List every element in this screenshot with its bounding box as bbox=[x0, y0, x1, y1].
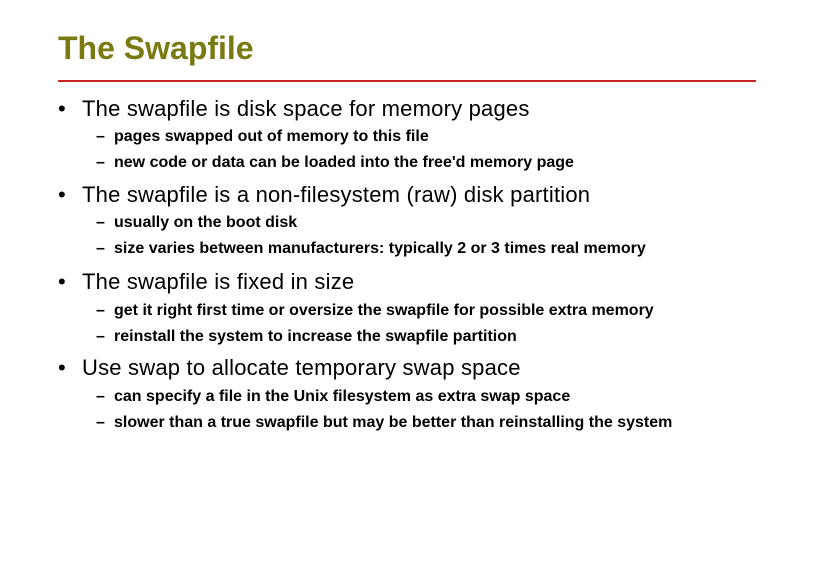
bullet-1-sub-1-text: pages swapped out of memory to this file bbox=[114, 128, 429, 145]
bullet-4-text-before: Use bbox=[82, 355, 129, 380]
bullet-1-sub-1 bbox=[96, 126, 429, 148]
bullet-3 bbox=[58, 268, 354, 296]
bullet-2-sub-2 bbox=[96, 238, 646, 260]
bullet-2-sub-1 bbox=[96, 212, 297, 234]
sub-dash: – bbox=[96, 154, 105, 171]
bullet-1-sub-2 bbox=[96, 152, 574, 174]
sub-dash: – bbox=[96, 240, 105, 257]
bullet-1 bbox=[58, 95, 530, 123]
title-divider bbox=[58, 80, 756, 82]
sub-dash: – bbox=[96, 388, 105, 405]
bullet-2-text: The swapfile is a non-filesystem (raw) disk partition bbox=[82, 182, 591, 207]
bullet-3-sub-2-text: reinstall the system to increase the swapfile partition bbox=[114, 328, 517, 345]
bullet-2-sub-1-text: usually on the boot disk bbox=[114, 214, 298, 231]
bullet-dot: • bbox=[58, 182, 66, 207]
bullet-1-sub-2-text: new code or data can be loaded into the free'd memory page bbox=[114, 154, 574, 171]
bullet-3-text: The swapfile is fixed in size bbox=[82, 269, 355, 294]
bullet-3-sub-1-text: get it right first time or oversize the swapfile for possible extra memory bbox=[114, 302, 654, 319]
bullet-4-sub-2 bbox=[96, 412, 672, 434]
sub-dash: – bbox=[96, 302, 105, 319]
sub-dash: – bbox=[96, 328, 105, 345]
bullet-dot: • bbox=[58, 269, 66, 294]
bullet-4-sub-1 bbox=[96, 386, 570, 408]
bullet-4-sub-2-text: slower than a true swapfile but may be better than reinstalling the system bbox=[114, 414, 673, 431]
sub-dash: – bbox=[96, 214, 105, 231]
sub-dash: – bbox=[96, 128, 105, 145]
bullet-dot: • bbox=[58, 355, 66, 380]
bullet-2-sub-2-text: size varies between manufacturers: typically 2 or 3 times real memory bbox=[114, 240, 646, 257]
bullet-4 bbox=[58, 354, 521, 382]
bullet-4-text-after: to allocate temporary swap space bbox=[180, 355, 521, 380]
bullet-3-sub-2 bbox=[96, 326, 517, 348]
bullet-dot: • bbox=[58, 96, 66, 121]
bullet-1-text: The swapfile is disk space for memory pages bbox=[82, 96, 530, 121]
bullet-2 bbox=[58, 181, 590, 209]
swap-command: swap bbox=[128, 355, 181, 380]
bullet-4-sub-1-text: can specify a file in the Unix filesystem as extra swap space bbox=[114, 388, 571, 405]
sub-dash: – bbox=[96, 414, 105, 431]
slide-title: The Swapfile bbox=[58, 30, 254, 66]
bullet-3-sub-1 bbox=[96, 300, 654, 322]
